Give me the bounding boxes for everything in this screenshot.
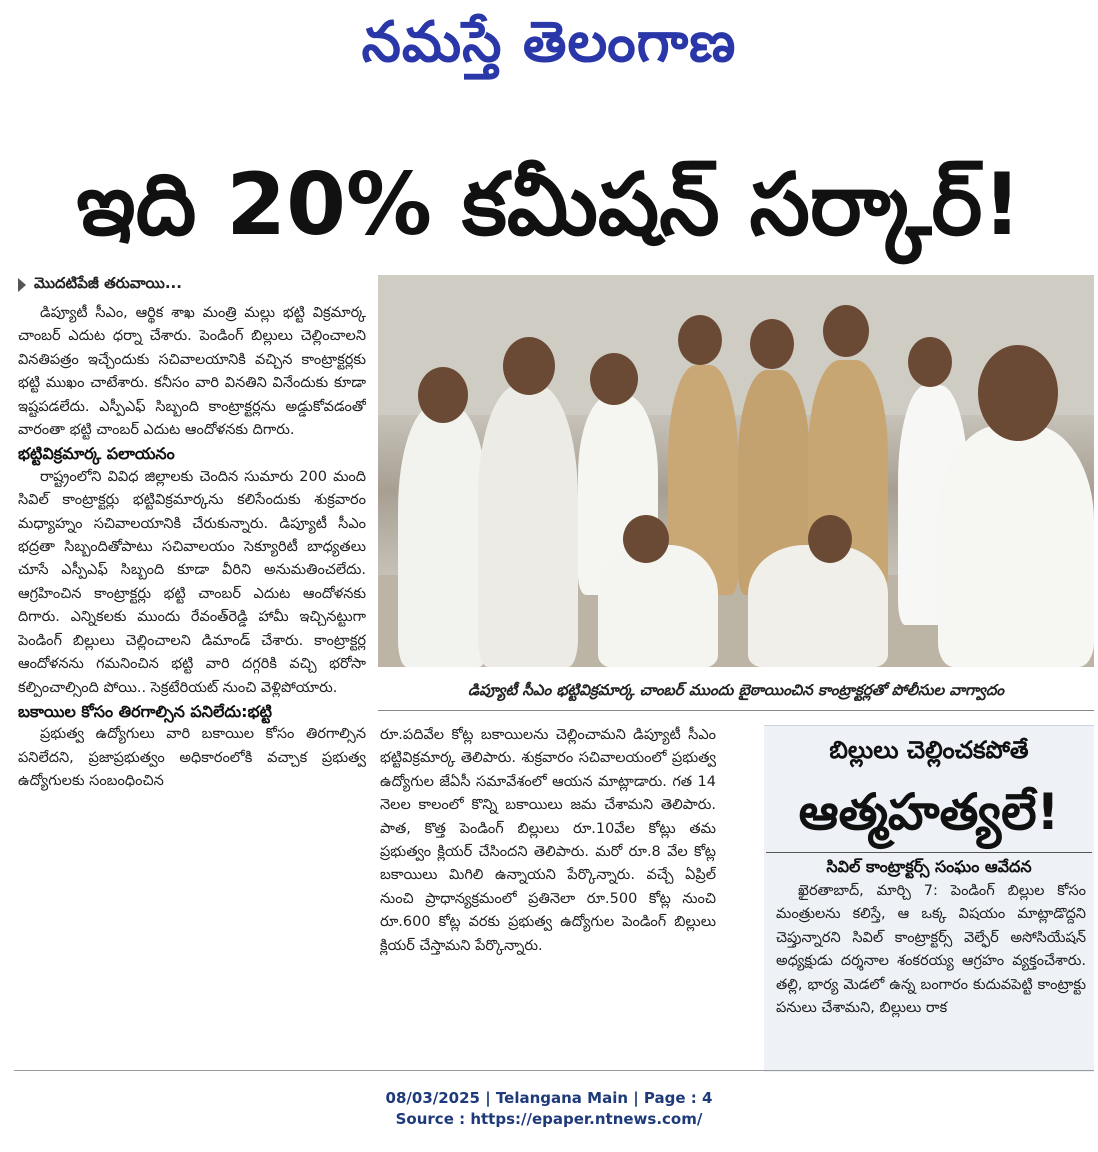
news-photo [378,275,1094,667]
headline: ఇది 20% కమీషన్ సర్కార్! [76,155,1022,255]
subheading: బకాయిల కోసం తిరగాల్సిన పనిలేదు:భట్టి [18,701,272,721]
kicker-text: మొదటిపేజీ తరువాయి... [34,274,182,292]
page-footer [0,1088,1098,1130]
sidebar-subheading: సివిల్ కాంట్రాక్టర్స్ సంఘం ఆవేదన [766,852,1092,880]
paragraph: ఖైరతాబాద్, మార్చి 7: పెండింగ్ బిల్లుల కోసం మంత్రులను కలిస్తే, ఆ ఒక్క విషయం మాట్లాడొద్దని చెప్తున్నారని సివిల్ కాంట్రాక్టర్స్ వెల్ఫేర్ అసోసియేషన్ అధ్యక్షుడు దర్శనాల శంకరయ్య ఆగ్రహం వ్యక్తంచేశారు. తల్లి, భార్య మెడలో ఉన్న బంగారం కుదువపెట్టి కాంట్రాక్టు పనులు చేశామని, బిల్లులు రాక [776,883,1086,1017]
subheading: భట్టివిక్రమార్క పలాయనం [18,444,175,464]
paragraph: రూ.పదివేల కోట్ల బకాయిలను చెల్లించామని డిప్యూటీ సీఎం భట్టివిక్రమార్క తెలిపారు. శుక్రవారం సచివాలయంలో ప్రభుత్వ ఉద్యోగుల జేఏసీ సమావేశంలో ఆయన మాట్లాడారు. గత 14 నెలల కాలంలో కొన్ని బకాయిలు జమ చేశామని తెలిపారు. పాత, కొత్త పెండింగ్ బిల్లులు రూ.10వేల కోట్లు తమ ప్రభుత్వం క్లియర్ చేసిందని తెలిపారు. మరో రూ.8 వేల కోట్ల బకాయిలు మిగిలి ఉన్నాయని పేర్కొన్నారు. వచ్చే ఏప్రిల్ నుంచి ప్రాధాన్యక్రమంలో ప్రతినెలా రూ.500 కోట్ల నుంచి రూ.600 కోట్ల వరకు ప్రభుత్వ ఉద్యోగుల పెండింగ్ బిల్లులు క్లియర్ చేస్తామని పేర్కొన్నారు. [380,727,716,954]
divider [14,1070,718,1071]
sidebar-headline: ఆత్మహత్యలే! [798,783,1060,841]
paragraph: ప్రభుత్వ ఉద్యోగులు వారి బకాయిల కోసం తిరగాల్సిన పనిలేదని, ప్రజాప్రభుత్వం అధికారంలోకి వచ్చాక ప్రభుత్వ ఉద్యోగులకు సంబంధించిన [18,726,366,790]
divider [718,1070,1094,1071]
sidebar-overline: బిల్లులు చెల్లించకపోతే [829,736,1029,764]
arrow-right-icon [18,278,26,292]
article-column-1 [18,302,366,1070]
continuation-kicker [18,274,182,296]
article-column-2 [380,724,716,1064]
masthead-logo: నమస్తే తెలంగాణ [361,9,737,75]
sidebar-body [776,880,1086,1070]
footer-source-link[interactable]: Source : https://epaper.ntnews.com/ [395,1110,703,1128]
footer-date-edition: 08/03/2025 | Telangana Main | Page : 4 [385,1089,713,1107]
paragraph: రాష్ట్రంలోని వివిధ జిల్లాలకు చెందిన సుమారు 200 మంది సివిల్ కాంట్రాక్టర్లు భట్టివిక్రమార్కను కలిసేందుకు శుక్రవారం మధ్యాహ్నం సచివాలయానికి చేరుకున్నారు. డిప్యూటీ సీఎం భద్రతా సిబ్బందితోపాటు సచివాలయం సెక్యూరిటీ బాధ్యతలు చూసే ఎస్పీఎఫ్ సిబ్బంది కూడా వీరిని అనుమతించలేదు. ఆగ్రహించిన కాంట్రాక్టర్లు భట్టి చాంబర్ ఎదుట ఆందోళనకు దిగారు. ఎన్నికలకు ముందు రేవంత్‌రెడ్డి హామీ ఇచ్చినట్టుగా పెండింగ్ బిల్లులు చెల్లించాలని డిమాండ్ చేశారు. కాంట్రాక్టర్ల ఆందోళనను గమనించిన భట్టి వారి దగ్గరికి వచ్చి భరోసా కల్పించాల్సింది పోయి.. సెక్రటేరియట్ నుంచి వెళ్లిపోయారు. [18,468,366,696]
paragraph: డిప్యూటీ సీఎం, ఆర్థిక శాఖ మంత్రి మల్లు భట్టి విక్రమార్క చాంబర్ ఎదుట ధర్నా చేశారు. పెండింగ్ బిల్లులు చెల్లించాలని వినతిపత్రం ఇచ్చేందుకు సచివాలయానికి వచ్చిన కాంట్రాక్టర్లకు భట్టి ముఖం చాటేశారు. కనీసం వారి వినతిని వినేందుకు కూడా ఇష్టపడలేదు. ఎస్పీఎఫ్ సిబ్బంది కాంట్రాక్టర్లను అడ్డుకోవడంతో వారంతా భట్టి చాంబర్ ఎదుట ఆందోళనకు దిగారు. [18,305,366,439]
photo-caption: డిప్యూటీ సీఎం భట్టివిక్రమార్క చాంబర్ ముందు బైఠాయించిన కాంట్రాక్టర్లతో పోలీసుల వాగ్వాదం [378,670,1094,711]
